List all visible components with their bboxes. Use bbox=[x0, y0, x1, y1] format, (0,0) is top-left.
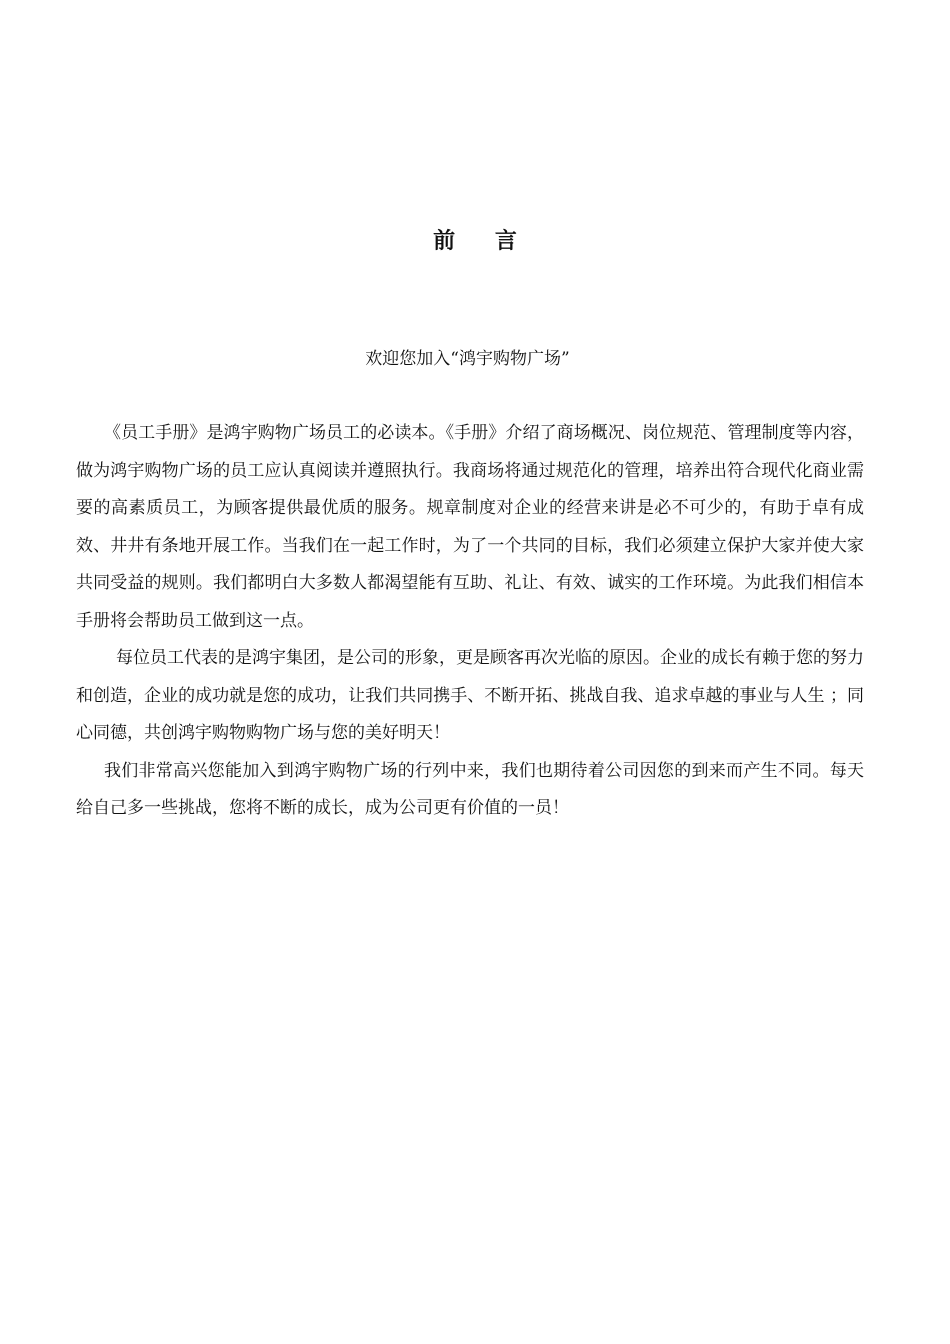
welcome-line: 欢迎您加入“鸿宇购物广场” bbox=[365, 349, 570, 369]
paragraph-intro: 《员工手册》是鸿宇购物广场员工的必读本。《手册》介绍了商场概况、岗位规范、管理制度等内容，做为鸿宇购物广场的员工应认真阅读并遵照执行。我商场将通过规范化的管理，培养出符合现代化商业需要的高素质员工，为顾客提供最优质的服务。规章制度对企业的经营来讲是必不可少的，有助于卓有成效、井井有条地开展工作。当我们在一起工作时，为了一个共同的目标，我们必须建立保护大家并使大家共同受益的规则。我们都明白大多数人都渴望能有互助、礼让、有效、诚实的工作环境。为此我们相信本手册将会帮助员工做到这一点。 bbox=[76, 423, 864, 631]
body-text bbox=[76, 415, 864, 828]
paragraph-welcome: 我们非常高兴您能加入到鸿宇购物广场的行列中来，我们也期待着公司因您的到来而产生不同。每天给自己多一些挑战，您将不断的成长，成为公司更有价值的一员！ bbox=[76, 760, 864, 818]
paragraph-mission: 每位员工代表的是鸿宇集团，是公司的形象，更是顾客再次光临的原因。企业的成长有赖于您的努力和创造，企业的成功就是您的成功，让我们共同携手、不断开拓、挑战自我、追求卓越的事业与人生 ；同心同德，共创鸿宇购物购物广场与您的美好明天！ bbox=[76, 648, 864, 743]
page-title: 前 言 bbox=[433, 228, 533, 254]
